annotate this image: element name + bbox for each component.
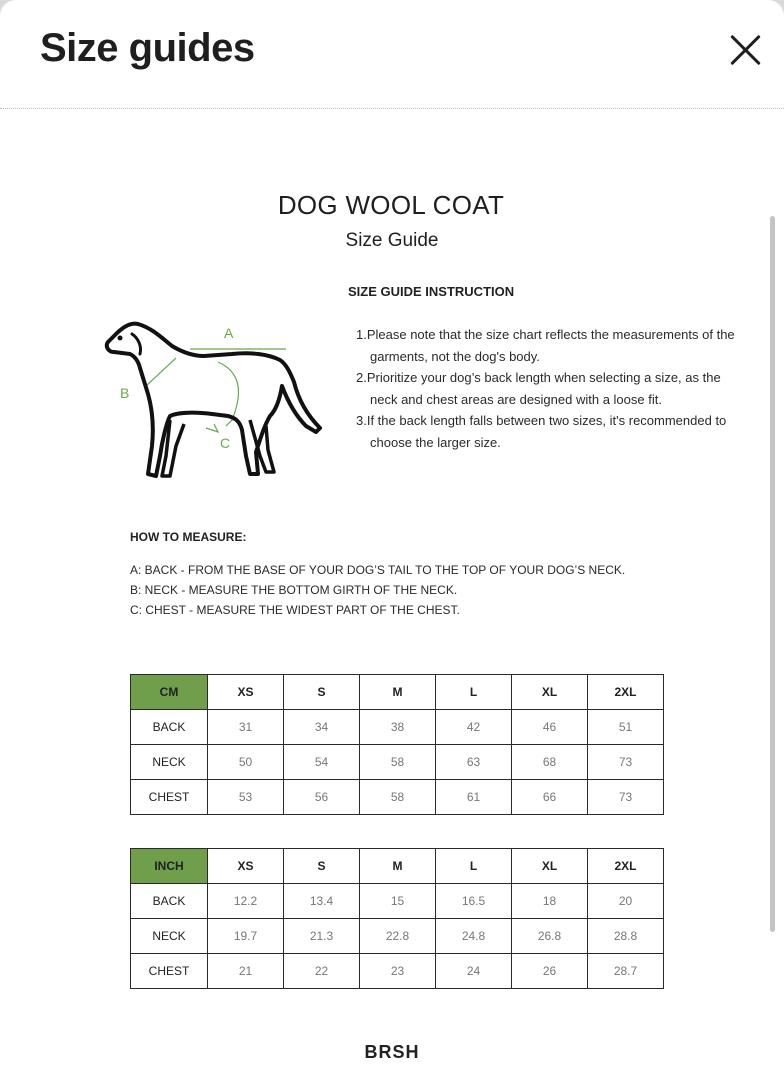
table-cell: 20 [588, 884, 664, 919]
unit-cell: INCH [131, 849, 208, 884]
table-cell: 26 [512, 954, 588, 989]
size-header: L [436, 849, 512, 884]
scrollbar[interactable] [770, 216, 775, 932]
row-label: CHEST [131, 954, 208, 989]
instruction-item: 3.If the back length falls between two sizes, it's recommended to choose the larger size. [356, 413, 727, 450]
table-cell: 66 [512, 780, 588, 815]
table-cell: 61 [436, 780, 512, 815]
size-header: 2XL [588, 675, 664, 710]
how-line-chest: C: CHEST - MEASURE THE WIDEST PART OF THE CHEST. [130, 603, 460, 617]
dog-ear [132, 334, 141, 354]
cm-size-table [130, 674, 664, 815]
label-c: C [220, 435, 231, 451]
unit-cell: CM [131, 675, 208, 710]
modal-title: Size guides [40, 26, 255, 70]
table-cell: 73 [588, 745, 664, 780]
table-cell: 16.5 [436, 884, 512, 919]
how-line-neck: B: NECK - MEASURE THE BOTTOM GIRTH OF THE NECK. [130, 583, 458, 597]
table-row [131, 780, 664, 815]
size-header: L [436, 675, 512, 710]
instruction-heading: SIZE GUIDE INSTRUCTION [348, 284, 515, 299]
modal-header [0, 0, 784, 108]
table-cell: 73 [588, 780, 664, 815]
table-cell: 22 [284, 954, 360, 989]
product-title: DOG WOOL COAT [277, 190, 505, 220]
size-header: M [360, 675, 436, 710]
table-cell: 24.8 [436, 919, 512, 954]
table-cell: 12.2 [208, 884, 284, 919]
row-label: NECK [131, 919, 208, 954]
dog-measurement-diagram [100, 316, 330, 492]
table-header-row [131, 849, 664, 884]
instruction-item: 1.Please note that the size chart reflects the measurements of the garments, not the dog's body. [356, 327, 735, 364]
close-icon[interactable] [728, 32, 764, 68]
table-cell: 31 [208, 710, 284, 745]
row-label: NECK [131, 745, 208, 780]
size-header: S [284, 675, 360, 710]
size-header: S [284, 849, 360, 884]
table-cell: 34 [284, 710, 360, 745]
table-cell: 46 [512, 710, 588, 745]
table-cell: 18 [512, 884, 588, 919]
table-row [131, 710, 664, 745]
table-cell: 28.8 [588, 919, 664, 954]
table-row [131, 954, 664, 989]
table-cell: 58 [360, 780, 436, 815]
table-cell: 23 [360, 954, 436, 989]
table-cell: 54 [284, 745, 360, 780]
table-cell: 51 [588, 710, 664, 745]
size-header: XL [512, 849, 588, 884]
table-cell: 68 [512, 745, 588, 780]
size-header: M [360, 849, 436, 884]
size-header: XS [208, 675, 284, 710]
inch-size-table [130, 848, 664, 989]
row-label: CHEST [131, 780, 208, 815]
size-header: XS [208, 849, 284, 884]
guide-subtitle: Size Guide [345, 230, 439, 251]
table-cell: 24 [436, 954, 512, 989]
table-cell: 15 [360, 884, 436, 919]
table-cell: 19.7 [208, 919, 284, 954]
table-cell: 13.4 [284, 884, 360, 919]
size-header: 2XL [588, 849, 664, 884]
header-divider [0, 108, 784, 109]
table-cell: 28.7 [588, 954, 664, 989]
instruction-item: 2.Prioritize your dog’s back length when selecting a size, as the neck and chest areas are designed with a loose fit. [356, 370, 721, 407]
measure-b-line [146, 358, 176, 386]
measure-c-arrow [206, 424, 218, 432]
table-cell: 26.8 [512, 919, 588, 954]
row-label: BACK [131, 710, 208, 745]
table-cell: 21 [208, 954, 284, 989]
label-a: A [224, 325, 234, 341]
table-cell: 21.3 [284, 919, 360, 954]
size-header: XL [512, 675, 588, 710]
table-row [131, 745, 664, 780]
table-row [131, 884, 664, 919]
instruction-list [356, 324, 746, 453]
table-cell: 42 [436, 710, 512, 745]
table-cell: 58 [360, 745, 436, 780]
table-cell: 38 [360, 710, 436, 745]
dog-eye [118, 336, 123, 341]
how-to-measure-heading: HOW TO MEASURE: [130, 530, 247, 544]
row-label: BACK [131, 884, 208, 919]
how-to-measure-list [130, 560, 625, 620]
table-cell: 63 [436, 745, 512, 780]
table-cell: 56 [284, 780, 360, 815]
how-line-back: A: BACK - FROM THE BASE OF YOUR DOG’S TAIL TO THE TOP OF YOUR DOG’S NECK. [130, 563, 626, 577]
table-cell: 53 [208, 780, 284, 815]
dog-back-hind-leg [250, 420, 274, 472]
label-b: B [120, 385, 130, 401]
table-row [131, 919, 664, 954]
table-header-row [131, 675, 664, 710]
brand-logo-text: BRSH [364, 1042, 420, 1062]
table-cell: 22.8 [360, 919, 436, 954]
table-cell: 50 [208, 745, 284, 780]
